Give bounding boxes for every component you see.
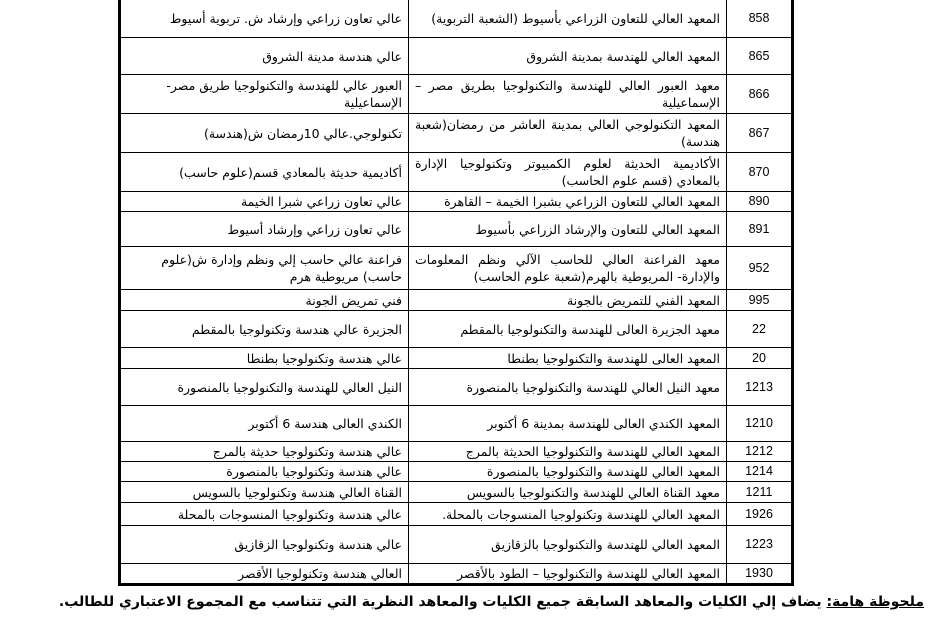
- institute-full-name: المعهد العالي للتعاون الزراعي بأسيوط (الشعبة التربوية): [409, 0, 727, 38]
- institute-full-name: المعهد العالي للهندسة والتكنولوجيا بالزقازيق: [409, 526, 727, 564]
- institute-short-name: عالي تعاون زراعي شبرا الخيمة: [120, 192, 409, 212]
- table-row: [120, 462, 793, 482]
- institute-full-name: معهد الفراعنة العالي للحاسب الآلي ونظم المعلومات والإدارة- المريوطية بالهرم(شعبة علوم الحاسب): [409, 247, 727, 290]
- institute-full-name: المعهد العالي للهندسة والتكنولوجيا الحديثة بالمرج: [409, 442, 727, 462]
- table-row: [120, 290, 793, 311]
- institute-full-name: المعهد الكندي العالى للهندسة بمدينة 6 أكتوبر: [409, 406, 727, 442]
- institute-code: 1926: [727, 503, 793, 526]
- table-row: [120, 212, 793, 247]
- table-row: [120, 247, 793, 290]
- institute-short-name: الجزيرة عالي هندسة وتكنولوجيا بالمقطم: [120, 311, 409, 348]
- institute-short-name: عالي هندسة وتكنولوجيا بطنطا: [120, 348, 409, 369]
- table-row: [120, 526, 793, 564]
- institute-short-name: النيل العالي للهندسة والتكنولوجيا بالمنصورة: [120, 369, 409, 406]
- institute-code: 866: [727, 75, 793, 114]
- institute-full-name: المعهد العالي للهندسة والتكنولوجيا بالمنصورة: [409, 462, 727, 482]
- institute-code: 20: [727, 348, 793, 369]
- institute-full-name: المعهد الفني للتمريض بالجونة: [409, 290, 727, 311]
- institute-full-name: معهد العبور العالي للهندسة والتكنولوجيا بطريق مصر – الإسماعيلية: [409, 75, 727, 114]
- institute-code: 865: [727, 38, 793, 75]
- table-row: [120, 75, 793, 114]
- institute-short-name: عالي تعاون زراعي وإرشاد أسيوط: [120, 212, 409, 247]
- institute-full-name: المعهد العالي للهندسة والتكنولوجيا – الطود بالأقصر: [409, 564, 727, 585]
- institute-full-name: المعهد العالي للتعاون الزراعي بشبرا الخيمة – القاهرة: [409, 192, 727, 212]
- institute-full-name: معهد الجزيرة العالى للهندسة والتكنولوجيا بالمقطم: [409, 311, 727, 348]
- table-row: [120, 442, 793, 462]
- table-row: [120, 564, 793, 585]
- institute-short-name: أكاديمية حديثة بالمعادي قسم(علوم حاسب): [120, 153, 409, 192]
- institute-short-name: الكندي العالى هندسة 6 أكتوبر: [120, 406, 409, 442]
- institute-short-name: القناة العالي هندسة وتكنولوجيا بالسويس: [120, 482, 409, 503]
- institute-short-name: عالي هندسة وتكنولوجيا المنسوجات بالمحلة: [120, 503, 409, 526]
- table-row: [120, 406, 793, 442]
- important-note: [59, 594, 924, 610]
- institute-code: 22: [727, 311, 793, 348]
- institute-short-name: تكنولوجي.عالي 10رمضان ش(هندسة): [120, 114, 409, 153]
- institute-short-name: عالي تعاون زراعي وإرشاد ش. تربوية أسيوط: [120, 0, 409, 38]
- institute-code: 870: [727, 153, 793, 192]
- table-row: [120, 311, 793, 348]
- institute-short-name: عالي هندسة وتكنولوجيا بالمنصورة: [120, 462, 409, 482]
- institute-code: 1930: [727, 564, 793, 585]
- institute-code: 1211: [727, 482, 793, 503]
- institute-code: 995: [727, 290, 793, 311]
- institute-short-name: فراعنة عالي حاسب إلي ونظم وإدارة ش(علوم حاسب) مريوطية هرم: [120, 247, 409, 290]
- table-row: [120, 348, 793, 369]
- table-row: [120, 114, 793, 153]
- institute-short-name: فني تمريض الجونة: [120, 290, 409, 311]
- institutes-table-body: [120, 0, 793, 585]
- institute-code: 1223: [727, 526, 793, 564]
- table-row: [120, 38, 793, 75]
- table-row: [120, 153, 793, 192]
- institute-short-name: العبور عالي للهندسة والتكنولوجيا طريق مصر-الإسماعيلية: [120, 75, 409, 114]
- institute-short-name: العالي هندسة وتكنولوجيا الأقصر: [120, 564, 409, 585]
- note-label: ملحوظة هامة:: [826, 594, 924, 610]
- institute-full-name: المعهد العالى للهندسة والتكنولوجيا بطنطا: [409, 348, 727, 369]
- table-row: [120, 0, 793, 38]
- table-row: [120, 369, 793, 406]
- institute-short-name: عالي هندسة وتكنولوجيا حديثة بالمرج: [120, 442, 409, 462]
- institute-short-name: عالي هندسة مدينة الشروق: [120, 38, 409, 75]
- institute-short-name: عالي هندسة وتكنولوجيا الزقازيق: [120, 526, 409, 564]
- institute-code: 1213: [727, 369, 793, 406]
- institute-code: 1210: [727, 406, 793, 442]
- institute-full-name: المعهد العالي للتعاون والإرشاد الزراعي بأسيوط: [409, 212, 727, 247]
- table-row: [120, 482, 793, 503]
- institute-code: 867: [727, 114, 793, 153]
- institute-full-name: الأكاديمية الحديثة لعلوم الكمبيوتر وتكنولوجيا الإدارة بالمعادي (قسم علوم الحاسب): [409, 153, 727, 192]
- institute-full-name: المعهد العالي للهندسة بمدينة الشروق: [409, 38, 727, 75]
- institute-full-name: معهد النيل العالي للهندسة والتكنولوجيا بالمنصورة: [409, 369, 727, 406]
- table-row: [120, 192, 793, 212]
- institute-code: 891: [727, 212, 793, 247]
- institutes-table: [118, 0, 794, 586]
- institute-code: 1212: [727, 442, 793, 462]
- table-row: [120, 503, 793, 526]
- institute-code: 952: [727, 247, 793, 290]
- institute-code: 1214: [727, 462, 793, 482]
- institute-full-name: المعهد التكنولوجي العالي بمدينة العاشر من رمضان(شعبة هندسة): [409, 114, 727, 153]
- institute-code: 858: [727, 0, 793, 38]
- institute-code: 890: [727, 192, 793, 212]
- institute-full-name: معهد القناة العالي للهندسة والتكنولوجيا بالسويس: [409, 482, 727, 503]
- note-text: يضاف إلي الكليات والمعاهد السابقة جميع الكليات والمعاهد النظرية التي تتناسب مع المجموع الاعتباري للطالب.: [58, 594, 827, 610]
- institute-full-name: المعهد العالي للهندسة وتكنولوجيا المنسوجات بالمحلة.: [409, 503, 727, 526]
